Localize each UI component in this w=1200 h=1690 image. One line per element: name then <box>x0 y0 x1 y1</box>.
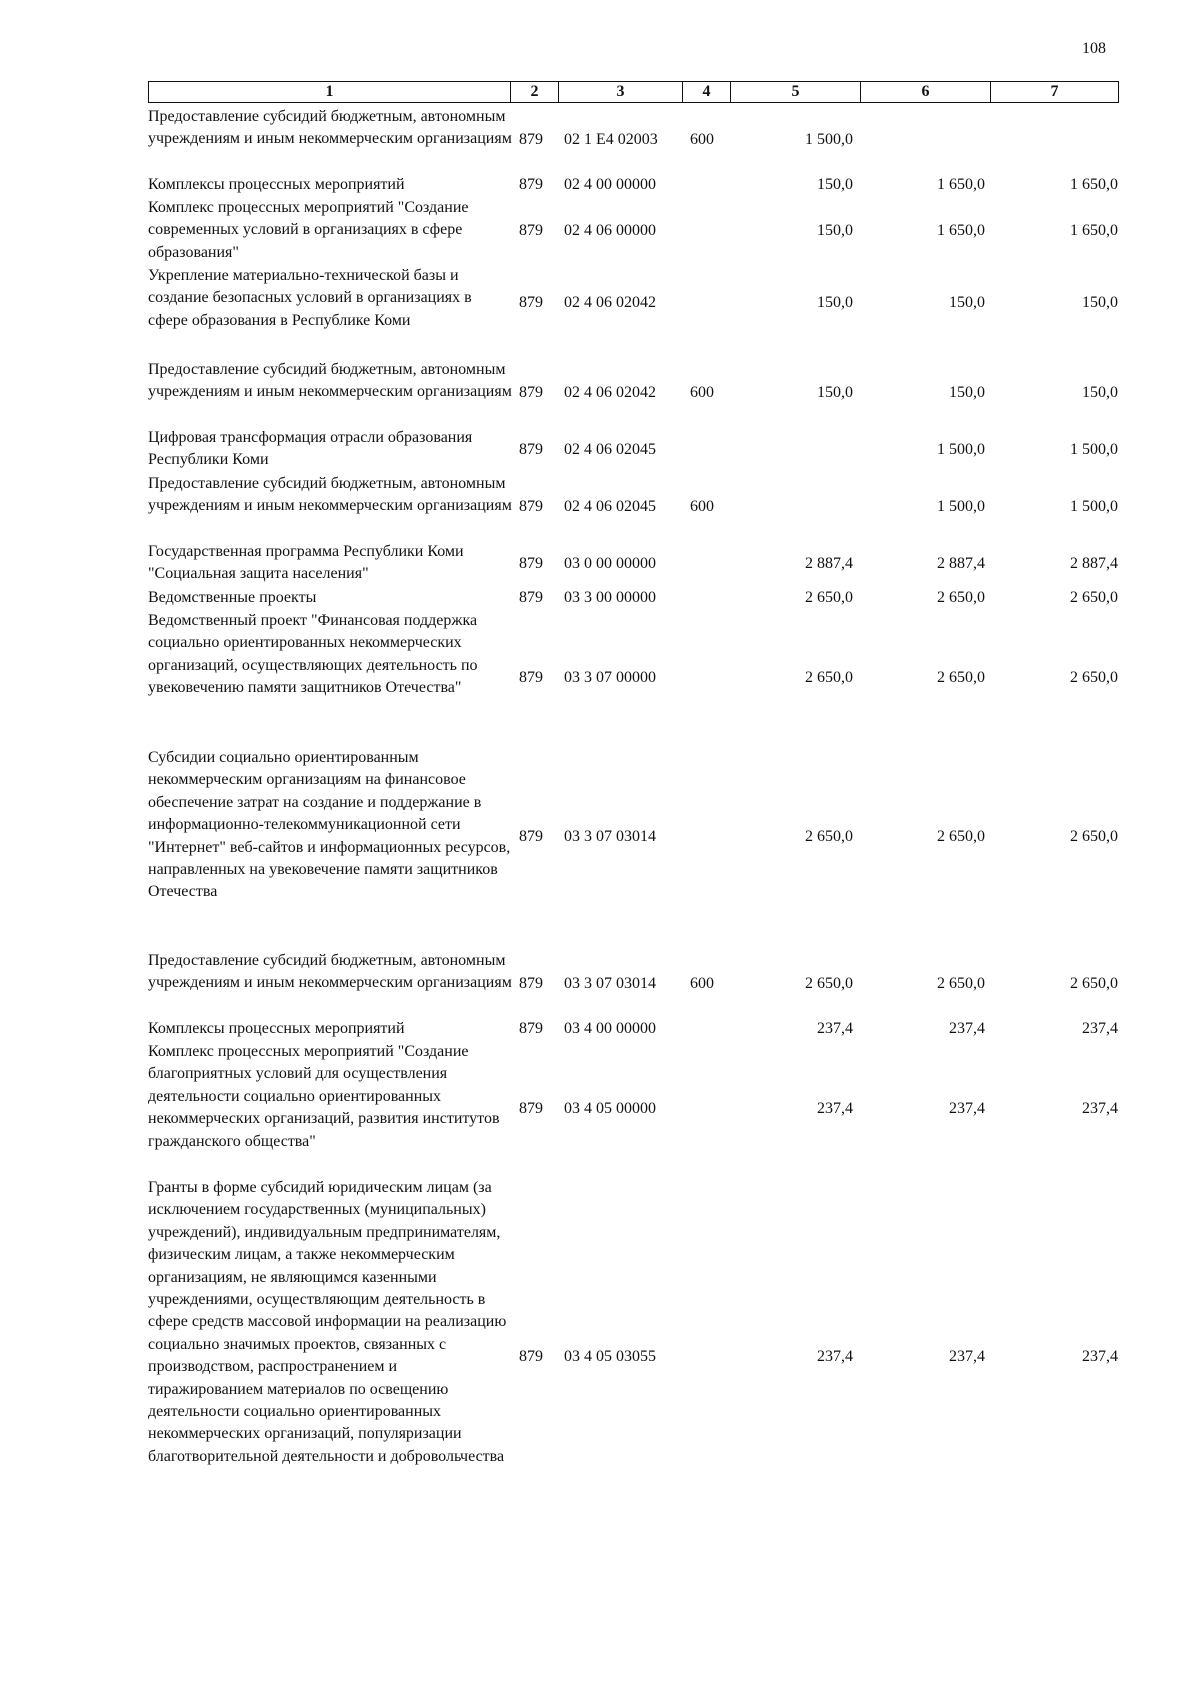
row-ministry-code: 879 <box>519 1099 543 1117</box>
row-target-code: 03 4 05 00000 <box>564 1099 656 1117</box>
row-ministry-code: 879 <box>519 176 543 193</box>
row-amount-col6: 150,0 <box>949 294 985 311</box>
row-target-code: 02 4 06 02042 <box>564 294 656 311</box>
row-amount-col7: 2 650,0 <box>1070 589 1118 606</box>
row-target-code: 03 3 00 00000 <box>564 589 656 606</box>
row-name: Укрепление материально-технической базы и создание безопасных условий в организациях в сфере образования в Республике Коми <box>148 267 472 329</box>
table-row <box>0 587 1200 609</box>
row-amount-col6 <box>870 106 985 173</box>
row-name: Ведомственные проекты <box>148 589 317 606</box>
row-ministry-code: 879 <box>519 294 543 311</box>
table-row <box>0 106 1200 173</box>
row-amount-col5 <box>740 427 853 472</box>
row-target-code: 02 1 Е4 02003 <box>564 130 658 148</box>
header-cell: 3 <box>559 82 683 103</box>
row-name: Государственная программа Республики Коми "Социальная защита населения" <box>148 543 464 583</box>
row-amount-col5: 237,4 <box>817 1099 853 1117</box>
row-expense-type <box>690 747 730 927</box>
row-expense-type: 600 <box>690 130 714 148</box>
row-expense-type <box>690 265 730 341</box>
row-expense-type <box>690 610 730 745</box>
row-amount-col5: 237,4 <box>817 1348 853 1365</box>
table-row <box>0 265 1200 355</box>
row-amount-col5: 2 887,4 <box>805 554 853 572</box>
table-row <box>0 359 1200 426</box>
row-amount-col6: 237,4 <box>949 1348 985 1365</box>
row-ministry-code: 879 <box>519 828 543 845</box>
row-amount-col5: 150,0 <box>817 176 853 193</box>
row-amount-col6: 1 500,0 <box>937 497 985 515</box>
row-name: Комплексы процессных мероприятий <box>148 176 405 193</box>
table-row <box>0 610 1200 745</box>
row-amount-col5: 237,4 <box>817 1020 853 1037</box>
row-amount-col5: 2 650,0 <box>805 589 853 606</box>
header-cell: 7 <box>991 82 1119 103</box>
row-amount-col6: 237,4 <box>949 1099 985 1117</box>
row-expense-type <box>690 1041 730 1176</box>
row-amount-col7: 237,4 <box>1082 1020 1118 1037</box>
row-amount-col7: 1 500,0 <box>1070 497 1118 515</box>
row-name: Цифровая трансформация отрасли образования Республики Коми <box>148 429 473 469</box>
row-amount-col5: 1 500,0 <box>805 130 853 148</box>
row-ministry-code: 879 <box>519 383 543 401</box>
table-row <box>0 1041 1200 1176</box>
row-expense-type <box>690 174 730 196</box>
row-amount-col6: 237,4 <box>949 1020 985 1037</box>
row-expense-type: 600 <box>690 974 714 992</box>
row-target-code: 03 3 07 00000 <box>564 668 656 686</box>
table-row <box>0 427 1200 472</box>
row-name: Предоставление субсидий бюджетным, автономным учреждениям и иным некоммерческим организациям <box>148 952 512 992</box>
row-amount-col5 <box>740 473 853 540</box>
row-target-code: 03 0 00 00000 <box>564 554 656 572</box>
row-amount-col6: 2 650,0 <box>937 668 985 686</box>
row-expense-type <box>690 427 730 472</box>
table-row <box>0 1177 1200 1537</box>
row-target-code: 02 4 06 02042 <box>564 383 656 401</box>
row-amount-col6: 1 500,0 <box>937 440 985 458</box>
header-row <box>149 82 1119 103</box>
row-name: Предоставление субсидий бюджетным, автономным учреждениям и иным некоммерческим организациям <box>148 475 512 515</box>
row-ministry-code: 879 <box>519 589 543 606</box>
row-expense-type <box>690 1177 730 1537</box>
row-amount-col7: 2 650,0 <box>1070 974 1118 992</box>
row-target-code: 02 4 06 00000 <box>564 221 656 239</box>
row-amount-col6: 1 650,0 <box>937 221 985 239</box>
row-amount-col7: 2 650,0 <box>1070 828 1118 845</box>
row-amount-col6: 150,0 <box>949 383 985 401</box>
table-row <box>0 473 1200 540</box>
row-name: Гранты в форме субсидий юридическим лицам (за исключением государственных (муниципальных) учреждений), индивидуальным предпринимателям, физическим лицам, а также некоммерческим организациям, не являющимся казенными учреждениями, осуществляющим деятельность в сфере средств массовой информации на реализацию социально значимых проектов, связанных с производством, распространением и тиражированием материалов по освещению деятельности социально ориентированных некоммерческих организаций, популяризации благотворительной деятельности и добровольчества <box>148 1179 507 1465</box>
row-ministry-code: 879 <box>519 130 543 148</box>
row-amount-col7: 237,4 <box>1082 1348 1118 1365</box>
row-target-code: 02 4 06 02045 <box>564 440 656 458</box>
row-amount-col7: 1 650,0 <box>1070 221 1118 239</box>
row-amount-col5: 2 650,0 <box>805 668 853 686</box>
row-amount-col7: 150,0 <box>1082 383 1118 401</box>
row-amount-col7: 1 650,0 <box>1070 176 1118 193</box>
row-name: Субсидии социально ориентированным некоммерческим организациям на финансовое обеспечение затрат на создание и поддержание в информационно-телекоммуникационной сети "Интернет" веб-сайтов и информационных ресурсов, направленных на увековечение памяти защитников Отечества <box>148 749 511 901</box>
row-name: Комплексы процессных мероприятий <box>148 1020 405 1037</box>
header-cell: 2 <box>511 82 559 103</box>
row-amount-col5: 2 650,0 <box>805 974 853 992</box>
table-row <box>0 747 1200 927</box>
row-amount-col7: 2 887,4 <box>1070 554 1118 572</box>
column-header-table <box>148 81 1119 103</box>
header-cell: 6 <box>861 82 991 103</box>
row-amount-col5: 150,0 <box>817 221 853 239</box>
row-amount-col7: 1 500,0 <box>1070 440 1118 458</box>
row-expense-type: 600 <box>690 383 714 401</box>
row-expense-type <box>690 1018 730 1040</box>
row-amount-col5: 2 650,0 <box>805 828 853 845</box>
row-amount-col7: 150,0 <box>1082 294 1118 311</box>
row-ministry-code: 879 <box>519 440 543 458</box>
row-ministry-code: 879 <box>519 1348 543 1365</box>
row-target-code: 03 4 00 00000 <box>564 1020 656 1037</box>
row-expense-type: 600 <box>690 497 714 515</box>
header-cell: 1 <box>149 82 511 103</box>
row-target-code: 02 4 06 02045 <box>564 497 656 515</box>
header-cell: 5 <box>731 82 861 103</box>
row-name: Предоставление субсидий бюджетным, автономным учреждениям и иным некоммерческим организациям <box>148 361 512 401</box>
row-amount-col5: 150,0 <box>817 383 853 401</box>
row-expense-type <box>690 541 730 586</box>
row-amount-col6: 2 887,4 <box>937 554 985 572</box>
row-amount-col6: 2 650,0 <box>937 589 985 606</box>
row-target-code: 03 3 07 03014 <box>564 974 656 992</box>
row-amount-col7: 2 650,0 <box>1070 668 1118 686</box>
row-name: Предоставление субсидий бюджетным, автономным учреждениям и иным некоммерческим организациям <box>148 108 512 148</box>
table-row <box>0 197 1200 264</box>
row-ministry-code: 879 <box>519 497 543 515</box>
row-ministry-code: 879 <box>519 668 543 686</box>
row-ministry-code: 879 <box>519 554 543 572</box>
row-target-code: 03 4 05 03055 <box>564 1348 656 1365</box>
row-amount-col6: 1 650,0 <box>937 176 985 193</box>
table-row <box>0 174 1200 196</box>
table-row <box>0 541 1200 586</box>
row-ministry-code: 879 <box>519 221 543 239</box>
page-number: 108 <box>1082 40 1106 57</box>
row-amount-col7: 237,4 <box>1082 1099 1118 1117</box>
table-row <box>0 950 1200 1017</box>
row-name: Комплекс процессных мероприятий "Создание благоприятных условий для осуществления деятельности социально ориентированных некоммерческих организаций, развития институтов гражданского общества" <box>148 1043 500 1150</box>
row-expense-type <box>690 197 730 264</box>
table-row <box>0 1018 1200 1040</box>
row-amount-col6: 2 650,0 <box>937 974 985 992</box>
row-amount-col7 <box>1000 106 1118 173</box>
row-ministry-code: 879 <box>519 974 543 992</box>
row-target-code: 03 3 07 03014 <box>564 828 656 845</box>
header-cell: 4 <box>683 82 731 103</box>
row-ministry-code: 879 <box>519 1020 543 1037</box>
row-amount-col6: 2 650,0 <box>937 828 985 845</box>
row-amount-col5: 150,0 <box>817 294 853 311</box>
row-target-code: 02 4 00 00000 <box>564 176 656 193</box>
row-expense-type <box>690 587 730 609</box>
row-name: Комплекс процессных мероприятий "Создание современных условий в организациях в сфере образования" <box>148 199 469 261</box>
row-name: Ведомственный проект "Финансовая поддержка социально ориентированных некоммерческих организаций, осуществляющих деятельность по увековечению памяти защитников Отечества" <box>148 612 478 697</box>
